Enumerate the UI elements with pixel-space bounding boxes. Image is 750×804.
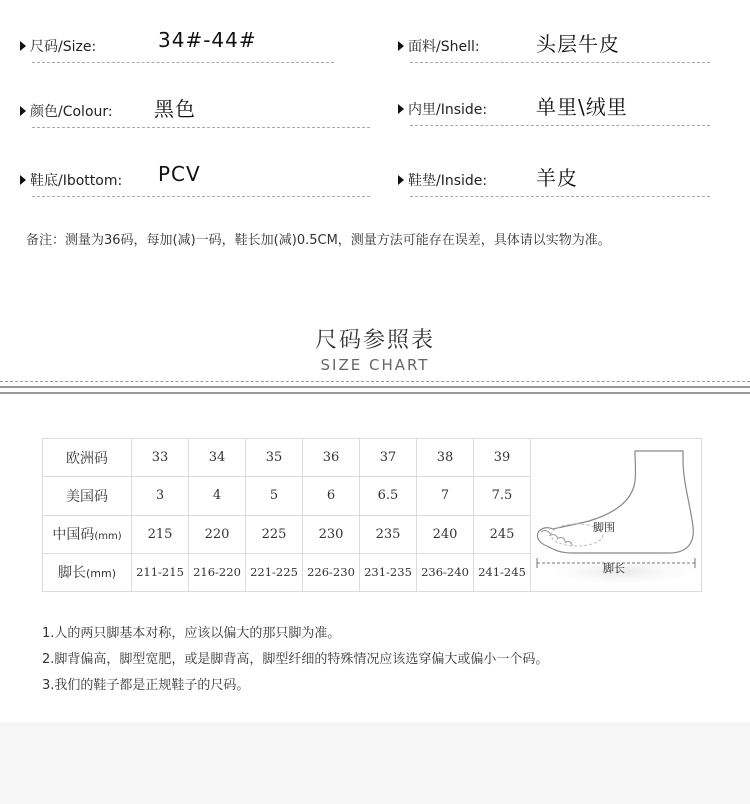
- table-cell: 7: [417, 477, 474, 515]
- spec-colour-label: 颜色/Colour:: [30, 104, 113, 120]
- spec-inside-label: 内里/Inside:: [408, 102, 488, 118]
- bullet-arrow-icon: [398, 41, 404, 51]
- size-chart-title: 尺码参照表: [314, 328, 435, 353]
- table-cell: 230: [303, 515, 360, 553]
- table-cell: 235: [360, 515, 417, 553]
- table-cell: 6: [303, 477, 360, 515]
- size-table: [42, 438, 702, 592]
- spec-colour-value: 黑色: [154, 97, 196, 121]
- table-cell: 4: [189, 477, 246, 515]
- size-chart-subtitle: SIZE CHART: [320, 356, 430, 374]
- bullet-arrow-icon: [398, 104, 404, 114]
- table-cell: 38: [417, 439, 474, 477]
- table-cell: 39: [474, 439, 531, 477]
- table-cell: 35: [246, 439, 303, 477]
- row-head-eu: 欧洲码: [43, 439, 132, 477]
- table-cell: 220: [189, 515, 246, 553]
- table-cell: 36: [303, 439, 360, 477]
- spec-bottom-label: 鞋底/Ibottom:: [30, 173, 123, 189]
- girth-label: 脚围: [593, 521, 615, 534]
- divider: [0, 392, 750, 394]
- row-head-cn: 中国码(mm): [43, 515, 132, 553]
- tips-list: [42, 621, 548, 699]
- divider: [32, 62, 334, 63]
- foot-outline-icon: [531, 439, 701, 587]
- spec-inside-value: 单里\绒里: [536, 95, 628, 119]
- row-head-us: 美国码: [43, 477, 132, 515]
- divider: [32, 196, 370, 197]
- bullet-arrow-icon: [20, 41, 26, 51]
- divider: [410, 125, 710, 126]
- table-cell: 225: [246, 515, 303, 553]
- table-row: [43, 439, 702, 477]
- table-cell: 236-240: [417, 553, 474, 591]
- row-head-foot-length: 脚长(mm): [43, 553, 132, 591]
- spec-bottom-value: PCV: [158, 162, 201, 186]
- table-cell: 245: [474, 515, 531, 553]
- table-cell: 7.5: [474, 477, 531, 515]
- table-cell: 216-220: [189, 553, 246, 591]
- length-label: 脚长: [603, 562, 625, 575]
- footer-band: [0, 722, 750, 804]
- list-item: 2.脚背偏高，脚型宽肥，或是脚背高，脚型纤细的特殊情况应该选穿偏大或偏小一个码。: [42, 652, 549, 667]
- list-item: 3.我们的鞋子都是正规鞋子的尺码。: [42, 678, 250, 693]
- spec-size-value: 34#-44#: [158, 28, 257, 52]
- bullet-arrow-icon: [20, 175, 26, 185]
- table-cell: 211-215: [132, 553, 189, 591]
- divider: [410, 196, 710, 197]
- divider: [32, 127, 370, 128]
- table-cell: 221-225: [246, 553, 303, 591]
- spec-shell-label: 面料/Shell:: [408, 39, 480, 55]
- list-item: 1.人的两只脚基本对称，应该以偏大的那只脚为准。: [42, 626, 341, 641]
- table-cell: 6.5: [360, 477, 417, 515]
- table-cell: 226-230: [303, 553, 360, 591]
- divider: [410, 62, 710, 63]
- spec-shell-value: 头层牛皮: [536, 32, 620, 56]
- table-cell: 215: [132, 515, 189, 553]
- spec-insole-label: 鞋垫/Inside:: [408, 173, 488, 189]
- divider: [0, 381, 750, 382]
- note-text: 备注：测量为36码，每加(减)一码，鞋长加(减)0.5CM，测量方法可能存在误差，具体请以实物为准。: [26, 233, 611, 248]
- table-cell: 240: [417, 515, 474, 553]
- table-cell: 34: [189, 439, 246, 477]
- spec-insole-value: 羊皮: [536, 166, 578, 190]
- table-cell: 231-235: [360, 553, 417, 591]
- divider: [0, 386, 750, 388]
- table-cell: 3: [132, 477, 189, 515]
- table-cell: 33: [132, 439, 189, 477]
- table-cell: 5: [246, 477, 303, 515]
- bullet-arrow-icon: [398, 175, 404, 185]
- table-cell: 37: [360, 439, 417, 477]
- spec-size-label: 尺码/Size:: [30, 39, 97, 55]
- table-cell: 241-245: [474, 553, 531, 591]
- foot-diagram: [531, 439, 702, 592]
- bullet-arrow-icon: [20, 106, 26, 116]
